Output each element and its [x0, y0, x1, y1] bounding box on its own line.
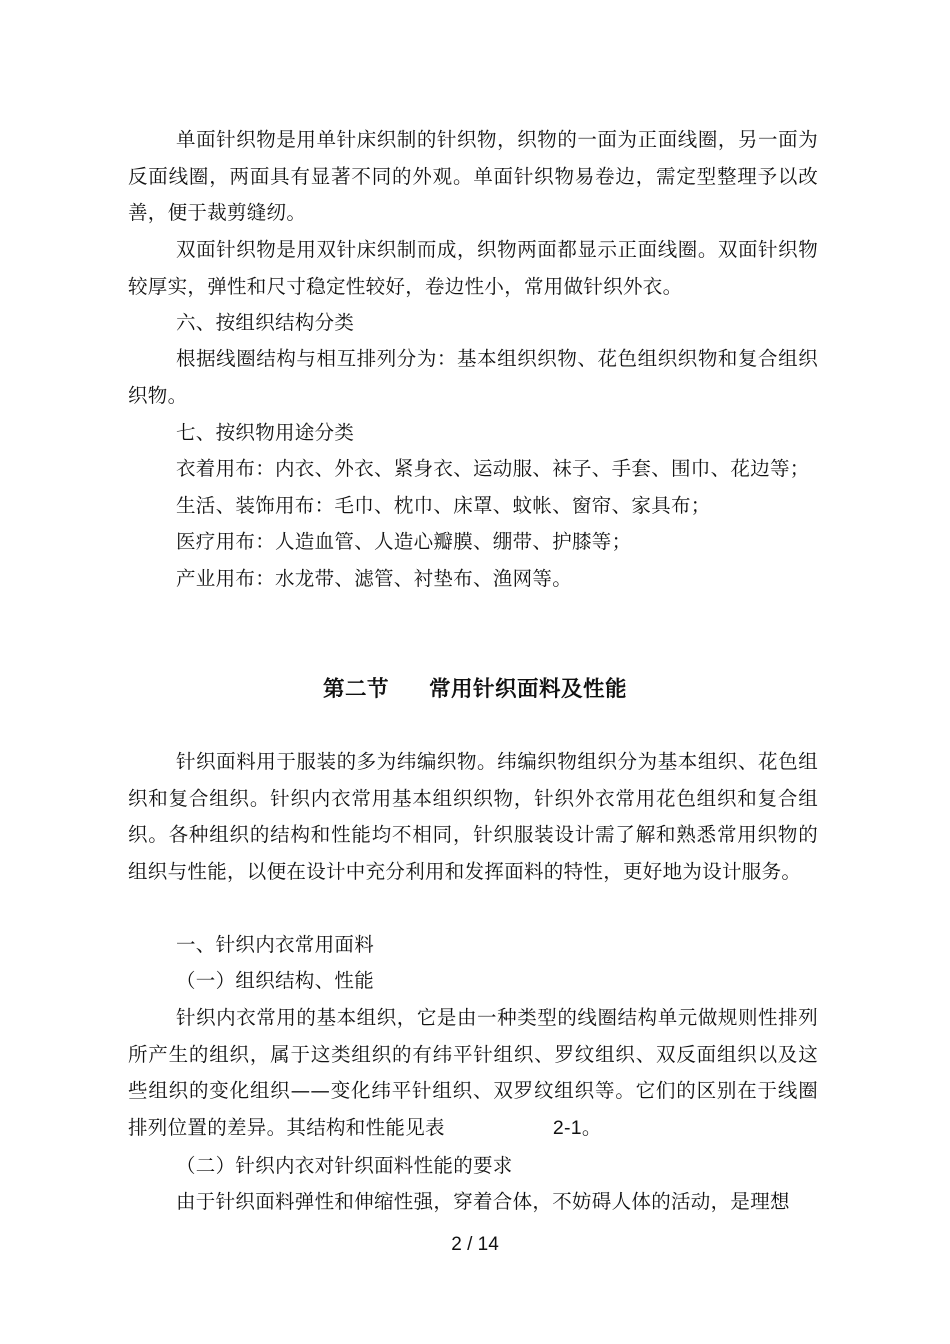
subheading-underwear-requirements: （二）针织内衣对针织面料性能的要求 — [176, 1154, 513, 1177]
paragraph-double-jersey: 双面针织物是用双针床织制而成，织物两面都显示正面线圈。双面针织物较厚实，弹性和尺寸稳定性较好，卷边性小，常用做针织外衣。 — [128, 238, 818, 298]
table-reference: 2-1。 — [552, 1116, 602, 1139]
use-medical: 医疗用布：人造血管、人造心瓣膜、绷带、护膝等； — [176, 530, 632, 553]
section-title — [0, 672, 950, 708]
paragraph-last-line: 由于针织面料弹性和伸缩性强，穿着合体，不妨碍人体的活动，是理想 — [176, 1190, 790, 1213]
paragraph-basic-structure — [128, 1000, 818, 1146]
section-name: 常用针织面料及性能 — [429, 677, 628, 702]
heading-classify-by-structure: 六、按组织结构分类 — [176, 311, 355, 334]
use-living-decoration: 生活、装饰用布：毛巾、枕巾、床罩、蚊帐、窗帘、家具布； — [176, 494, 711, 517]
page-number: 2 / 14 — [451, 1234, 499, 1255]
heading-classify-by-use: 七、按织物用途分类 — [176, 421, 355, 444]
paragraph-structure-classes: 根据线圈结构与相互排列分为：基本组织织物、花色组织织物和复合组织织物。 — [128, 347, 818, 407]
use-industry: 产业用布：水龙带、滤管、衬垫布、渔网等。 — [176, 567, 573, 590]
basic-structure-text: 针织内衣常用的基本组织，它是由一种类型的线圈结构单元做规则性排列所产生的组织，属于这类组织的有纬平针组织、罗纹组织、双反面组织以及这些组织的变化组织——变化纬平针组织、双罗纹组织等。它们的区别在于线圈排列位置的差异。其结构和性能见表 — [128, 1006, 818, 1139]
use-clothing: 衣着用布：内衣、外衣、紧身衣、运动服、袜子、手套、围巾、花边等； — [176, 457, 810, 480]
heading-underwear-fabrics: 一、针织内衣常用面料 — [176, 933, 375, 956]
section-number: 第二节 — [322, 677, 389, 702]
paragraph-section-intro: 针织面料用于服装的多为纬编织物。纬编织物组织分为基本组织、花色组织和复合组织。针织内衣常用基本组织织物，针织外衣常用花色组织和复合组织。各种组织的结构和性能均不相同，针织服装设计需了解和熟悉常用织物的组织与性能，以便在设计中充分利用和发挥面料的特性，更好地为设计服务。 — [128, 750, 818, 883]
paragraph-single-jersey: 单面针织物是用单针床织制的针织物，织物的一面为正面线圈，另一面为反面线圈，两面具有显著不同的外观。单面针织物易卷边，需定型整理予以改善，便于裁剪缝纫。 — [128, 128, 818, 224]
subheading-structure-performance: （一）组织结构、性能 — [176, 969, 375, 992]
